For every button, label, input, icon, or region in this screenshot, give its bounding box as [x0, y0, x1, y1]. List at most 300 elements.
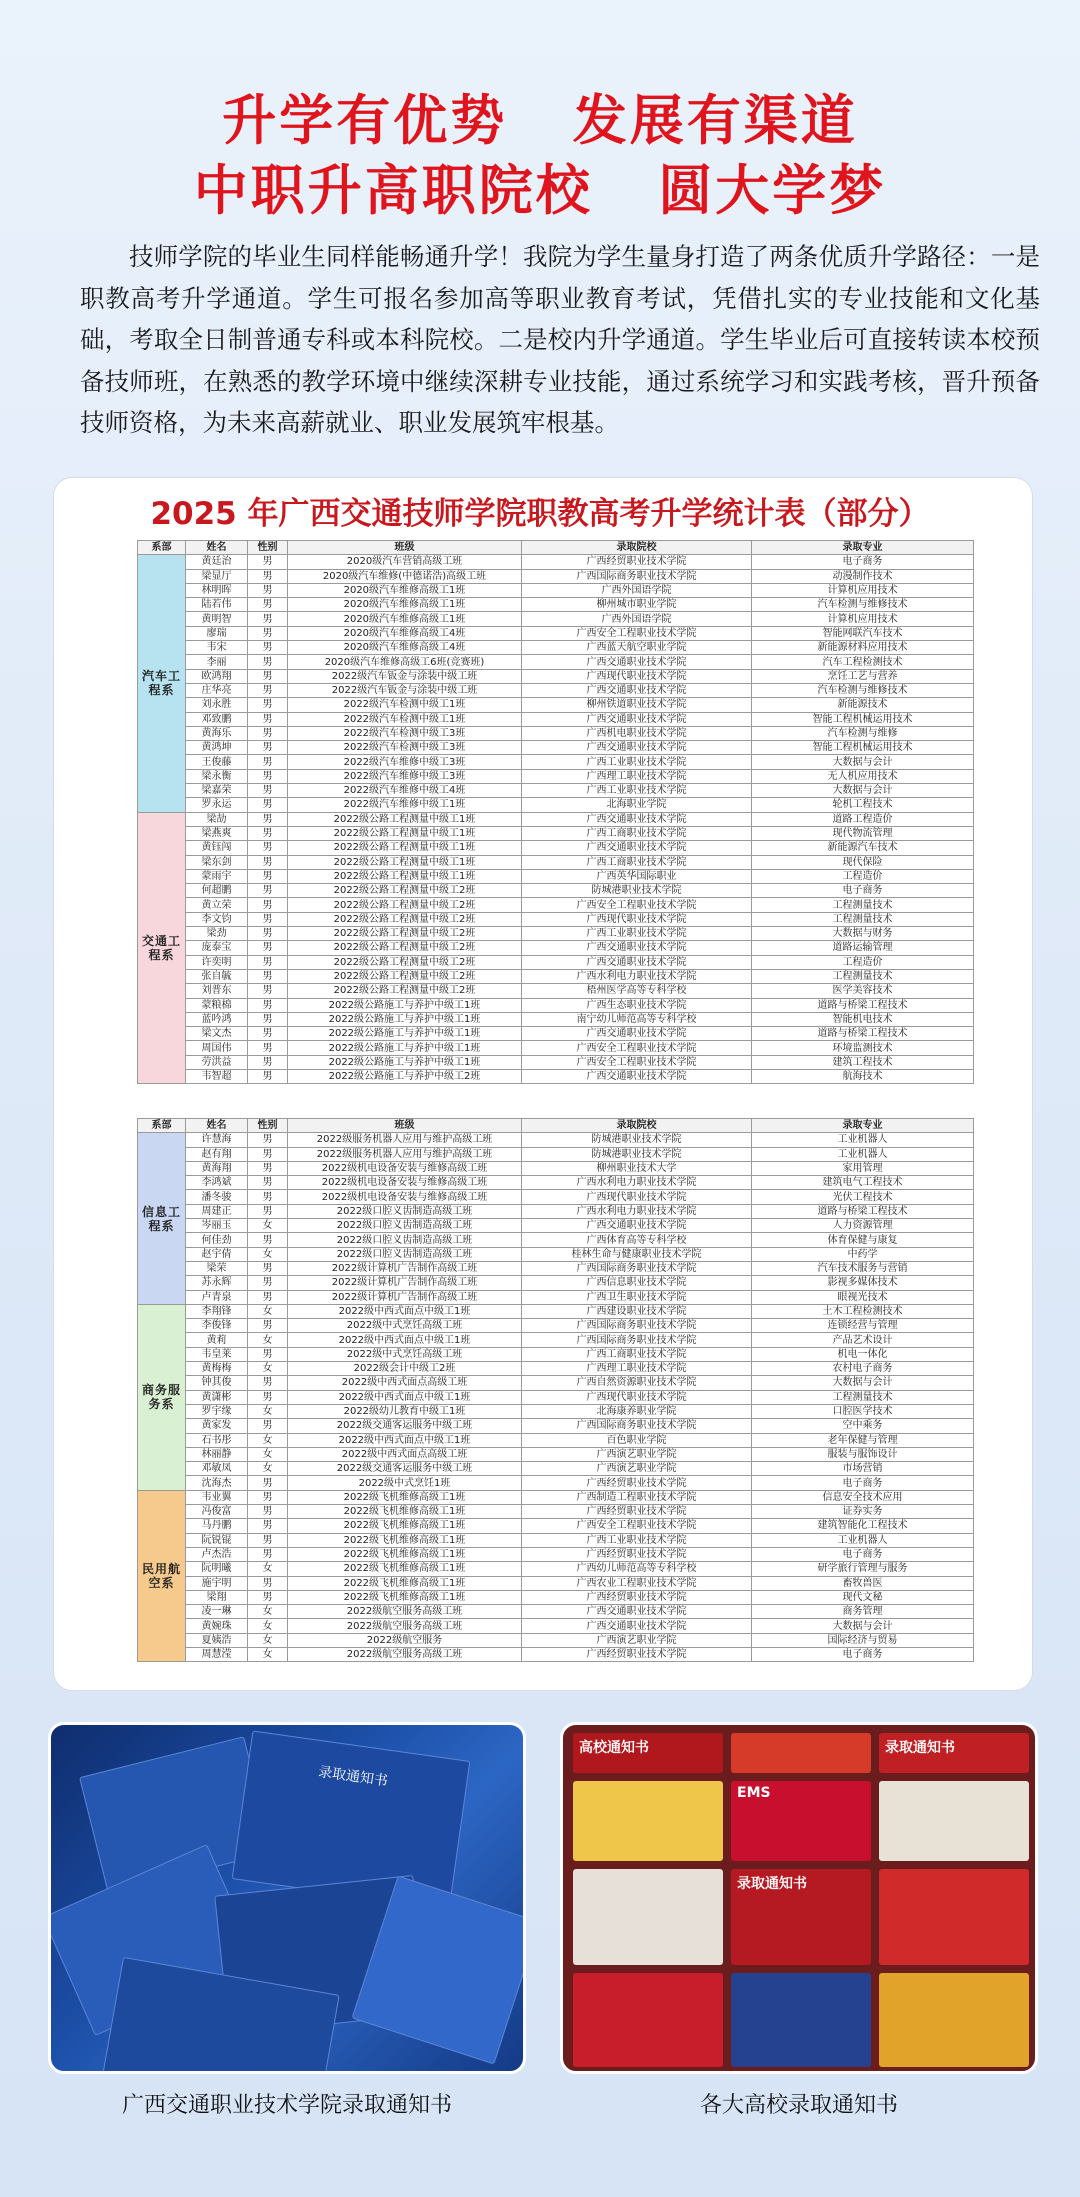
table-row: [138, 683, 974, 697]
table-row: [138, 1304, 974, 1318]
table-cell: 建筑电气工程技术: [752, 1176, 974, 1190]
table-cell: 男: [248, 669, 288, 683]
table-cell: 南宁幼儿师范高等专科学校: [522, 1012, 752, 1026]
table-cell: 黄鸿坤: [186, 741, 248, 755]
table-cell: 广西幼儿师范高等专科学校: [522, 1562, 752, 1576]
table-cell: 广西国际商务职业技术学院: [522, 569, 752, 583]
table-cell: 工程测量技术: [752, 898, 974, 912]
table-row: [138, 1619, 974, 1633]
table-cell: 2022级汽车维修中级工4班: [288, 784, 522, 798]
table-cell: 老年保健与管理: [752, 1433, 974, 1447]
table-cell: 男: [248, 726, 288, 740]
headline-line-1: 升学有优势 发展有渠道: [222, 89, 858, 152]
table-cell: 男: [248, 1161, 288, 1175]
table-cell: 苏永辉: [186, 1276, 248, 1290]
table-cell: 男: [248, 712, 288, 726]
table-cell: 2022级航空服务高级工班: [288, 1619, 522, 1633]
table-cell: 黄婉珠: [186, 1619, 248, 1633]
table-cell: 2022级公路工程测量中级工2班: [288, 927, 522, 941]
table-cell: 男: [248, 812, 288, 826]
table-row: [138, 1012, 974, 1026]
table-row: [138, 569, 974, 583]
table-cell: 男: [248, 1547, 288, 1561]
table-cell: 男: [248, 798, 288, 812]
table-cell: 2022级飞机维修高级工1班: [288, 1490, 522, 1504]
table-row: [138, 598, 974, 612]
table-cell: 2022级公路工程测量中级工1班: [288, 826, 522, 840]
photo-jiaotong-notices: [48, 1722, 526, 2074]
table-row: [138, 1069, 974, 1083]
notice-card: [879, 1973, 1029, 2067]
table-row: [138, 1041, 974, 1055]
table-cell: 无人机应用技术: [752, 769, 974, 783]
table-cell: 2022级公路工程测量中级工1班: [288, 841, 522, 855]
table-cell: 广西工业职业技术学院: [522, 927, 752, 941]
table-row: [138, 655, 974, 669]
table-row: [138, 1419, 974, 1433]
notice-label: 高校通知书: [579, 1740, 649, 1756]
table-cell: 女: [248, 1219, 288, 1233]
table-cell: 男: [248, 1276, 288, 1290]
table-cell: 2022级中西式面点中级工1班: [288, 1333, 522, 1347]
table-cell: 防城港职业技术学院: [522, 1147, 752, 1161]
table-cell: 广西经贸职业技术学院: [522, 1505, 752, 1519]
table-row: [138, 769, 974, 783]
table-cell: 阮锐锟: [186, 1533, 248, 1547]
table-row: [138, 1027, 974, 1041]
table-cell: 沈海杰: [186, 1476, 248, 1490]
table-row: [138, 812, 974, 826]
table-cell: 广西安全工程职业技术学院: [522, 1519, 752, 1533]
table-cell: 女: [248, 1633, 288, 1647]
table-row: [138, 898, 974, 912]
table-cell: 商务管理: [752, 1605, 974, 1619]
header-cell: 录取院校: [522, 541, 752, 555]
table-row: [138, 641, 974, 655]
table-cell: 男: [248, 826, 288, 840]
table-cell: 建筑智能化工程技术: [752, 1519, 974, 1533]
table-cell: 2022级中西式面点高级工班: [288, 1447, 522, 1461]
table-cell: 男: [248, 1176, 288, 1190]
table-body-2: [138, 1133, 974, 1662]
table-cell: 广西国际商务职业技术学院: [522, 1419, 752, 1433]
admission-table-part-2: [137, 1118, 974, 1662]
table-header-row: [138, 541, 974, 555]
table-cell: 广西农业工程职业技术学院: [522, 1576, 752, 1590]
table-cell: 2022级机电设备安装与维修高级工班: [288, 1190, 522, 1204]
table-cell: 家用管理: [752, 1161, 974, 1175]
table-cell: 男: [248, 1147, 288, 1161]
table-row: [138, 1605, 974, 1619]
table-cell: 蒙粮棉: [186, 998, 248, 1012]
table-cell: 2022级公路工程测量中级工2班: [288, 912, 522, 926]
table-cell: 黄明智: [186, 612, 248, 626]
table-row: [138, 1547, 974, 1561]
table-row: [138, 1476, 974, 1490]
table-cell: 男: [248, 612, 288, 626]
table-cell: 梁永衡: [186, 769, 248, 783]
table-cell: 男: [248, 1069, 288, 1083]
table-cell: 男: [248, 912, 288, 926]
table-cell: 周国伟: [186, 1041, 248, 1055]
table-cell: 张自毓: [186, 969, 248, 983]
table-cell: 李鸿斌: [186, 1176, 248, 1190]
table-cell: 凌一琳: [186, 1605, 248, 1619]
table-cell: 男: [248, 741, 288, 755]
table-cell: 广西演艺职业学院: [522, 1462, 752, 1476]
table-cell: 梁荣: [186, 1261, 248, 1275]
table-cell: 许慧海: [186, 1133, 248, 1147]
table-cell: 工程测量技术: [752, 1390, 974, 1404]
table-row: [138, 1462, 974, 1476]
table-cell: 广西安全工程职业技术学院: [522, 1055, 752, 1069]
table-cell: 赵宇倩: [186, 1247, 248, 1261]
header-cell: 录取专业: [752, 541, 974, 555]
table-cell: 广西交通职业技术学院: [522, 841, 752, 855]
table-cell: 梁翔: [186, 1590, 248, 1604]
table-cell: 广西经贸职业技术学院: [522, 1547, 752, 1561]
table-cell: 广西英华国际职业: [522, 869, 752, 883]
table-cell: 2022级机电设备安装与维修高级工班: [288, 1161, 522, 1175]
table-row: [138, 1376, 974, 1390]
notice-card: [879, 1869, 1029, 1965]
table-row: [138, 912, 974, 926]
table-row: [138, 798, 974, 812]
notice-card: [573, 1973, 723, 2067]
table-cell: 男: [248, 698, 288, 712]
table-cell: 计算机应用技术: [752, 612, 974, 626]
table-cell: 何佳劲: [186, 1233, 248, 1247]
table-cell: 广西水利电力职业技术学院: [522, 1204, 752, 1218]
photo-university-notices: [560, 1722, 1038, 2074]
table-cell: 桂林生命与健康职业技术学院: [522, 1247, 752, 1261]
headline-line-2: 中职升高职院校 圆大学梦: [193, 159, 887, 222]
table-cell: 劳洪益: [186, 1055, 248, 1069]
table-cell: 岑丽玉: [186, 1219, 248, 1233]
table-cell: 石书彤: [186, 1433, 248, 1447]
table-cell: 电子商务: [752, 884, 974, 898]
table-cell: 广西建设职业技术学院: [522, 1304, 752, 1318]
table-row: [138, 1433, 974, 1447]
notice-card: [573, 1781, 723, 1861]
table-cell: 广西演艺职业学院: [522, 1447, 752, 1461]
table-row: [138, 698, 974, 712]
table-cell: 广西水利电力职业技术学院: [522, 1176, 752, 1190]
table-cell: 女: [248, 1362, 288, 1376]
table-cell: 阮明曦: [186, 1562, 248, 1576]
table-cell: 大数据与财务: [752, 927, 974, 941]
table-cell: 智能网联汽车技术: [752, 626, 974, 640]
table-cell: 男: [248, 1419, 288, 1433]
table-cell: 男: [248, 683, 288, 697]
table-cell: 工程造价: [752, 869, 974, 883]
table-cell: 现代保险: [752, 855, 974, 869]
table-cell: 市场营销: [752, 1462, 974, 1476]
table-cell: 新能源汽车技术: [752, 841, 974, 855]
table-cell: 黄莉: [186, 1333, 248, 1347]
table-row: [138, 1576, 974, 1590]
table-cell: 女: [248, 1433, 288, 1447]
header-cell: 班级: [288, 1119, 522, 1133]
table-row: [138, 726, 974, 740]
table-cell: 2022级中西式面点中级工1班: [288, 1433, 522, 1447]
table-cell: 环境监测技术: [752, 1041, 974, 1055]
table-row: [138, 1190, 974, 1204]
table-row: [138, 1505, 974, 1519]
table-cell: 黄廷治: [186, 555, 248, 569]
table-cell: 广西水利电力职业技术学院: [522, 969, 752, 983]
dept-cell-commerce: 商务服务系: [138, 1304, 186, 1490]
table-cell: 广西蓝天航空职业学院: [522, 641, 752, 655]
table-cell: 新能源技术: [752, 698, 974, 712]
table-cell: 广西理工职业技术学院: [522, 1362, 752, 1376]
table-row: [138, 1276, 974, 1290]
table-cell: 梁劼: [186, 812, 248, 826]
table-cell: 男: [248, 555, 288, 569]
notice-label: 录取通知书: [885, 1740, 955, 1756]
table-cell: 卢青泉: [186, 1290, 248, 1304]
notice-card: [573, 1869, 723, 1965]
table-cell: 女: [248, 1647, 288, 1661]
table-cell: 汽车检测与维修: [752, 726, 974, 740]
table-cell: 男: [248, 1519, 288, 1533]
table-cell: 体育保健与康复: [752, 1233, 974, 1247]
table-cell: 男: [248, 641, 288, 655]
table-cell: 广西交通职业技术学院: [522, 655, 752, 669]
table-cell: 广西工业职业技术学院: [522, 1533, 752, 1547]
table-cell: 2022级汽车钣金与涂装中级工班: [288, 669, 522, 683]
table-cell: 大数据与会计: [752, 755, 974, 769]
table-cell: 中药学: [752, 1247, 974, 1261]
table-cell: 黄梅梅: [186, 1362, 248, 1376]
table-cell: 眼视光技术: [752, 1290, 974, 1304]
table-cell: 潘冬骏: [186, 1190, 248, 1204]
table-cell: 烹饪工艺与营养: [752, 669, 974, 683]
table-cell: 电子商务: [752, 1647, 974, 1661]
dept-cell-info: 信息工程系: [138, 1133, 186, 1305]
table-cell: 广西交通职业技术学院: [522, 1605, 752, 1619]
table-cell: 2022级飞机维修高级工1班: [288, 1505, 522, 1519]
dept-cell-aviation: 民用航空系: [138, 1490, 186, 1662]
table-cell: 智能工程机械运用技术: [752, 712, 974, 726]
header-cell: 姓名: [186, 541, 248, 555]
table-row: [138, 1533, 974, 1547]
table-cell: 男: [248, 998, 288, 1012]
table-cell: 工业机器人: [752, 1147, 974, 1161]
table-row: [138, 955, 974, 969]
table-cell: 李文钧: [186, 912, 248, 926]
table-cell: 邓致鹏: [186, 712, 248, 726]
table-cell: 林明晖: [186, 583, 248, 597]
table-row: [138, 741, 974, 755]
table-cell: 男: [248, 898, 288, 912]
table-cell: 人力资源管理: [752, 1219, 974, 1233]
table-cell: 男: [248, 1533, 288, 1547]
table-cell: 刘永胜: [186, 698, 248, 712]
table-cell: 产品艺术设计: [752, 1333, 974, 1347]
table-cell: 北海康养职业学院: [522, 1404, 752, 1418]
table-cell: 女: [248, 1462, 288, 1476]
table-cell: 2022级中西式面点中级工1班: [288, 1304, 522, 1318]
table-row: [138, 1133, 974, 1147]
table-title: 2025 年广西交通技师学院职教高考升学统计表（部分）: [150, 496, 930, 532]
table-cell: 李俊锋: [186, 1319, 248, 1333]
table-cell: 电子商务: [752, 1476, 974, 1490]
table-cell: 广西安全工程职业技术学院: [522, 626, 752, 640]
table-cell: 罗宇缘: [186, 1404, 248, 1418]
table-cell: 梁劲: [186, 927, 248, 941]
table-cell: 女: [248, 1447, 288, 1461]
table-cell: 2022级公路工程测量中级工1班: [288, 812, 522, 826]
table-cell: 2022级汽车维修中级工3班: [288, 755, 522, 769]
table-cell: 广西经贸职业技术学院: [522, 1647, 752, 1661]
table-cell: 2022级中西式面点中级工1班: [288, 1390, 522, 1404]
table-cell: 女: [248, 1404, 288, 1418]
table-cell: 广西工商职业技术学院: [522, 1347, 752, 1361]
table-cell: 女: [248, 1562, 288, 1576]
table-cell: 2022级汽车维修中级工1班: [288, 798, 522, 812]
table-cell: 广西信息职业技术学院: [522, 1276, 752, 1290]
table-cell: 男: [248, 841, 288, 855]
table-row: [138, 1261, 974, 1275]
table-cell: 2022级中式烹饪1班: [288, 1476, 522, 1490]
table-cell: 男: [248, 1390, 288, 1404]
table-cell: 广西生态职业技术学院: [522, 998, 752, 1012]
notice-label: 录取通知书: [317, 1764, 389, 1790]
table-cell: 广西工商职业技术学院: [522, 855, 752, 869]
table-row: [138, 626, 974, 640]
table-cell: 广西国际商务职业技术学院: [522, 1261, 752, 1275]
table-cell: 邓敏凤: [186, 1462, 248, 1476]
table-cell: 研学旅行管理与服务: [752, 1562, 974, 1576]
table-cell: 施宇明: [186, 1576, 248, 1590]
table-cell: 女: [248, 1605, 288, 1619]
table-cell: 庞泰宝: [186, 941, 248, 955]
table-cell: 2022级飞机维修高级工1班: [288, 1590, 522, 1604]
caption-jiaotong: 广西交通职业技术学院录取通知书: [121, 2093, 452, 2118]
table-cell: 电子商务: [752, 1547, 974, 1561]
table-cell: 信息安全技术应用: [752, 1490, 974, 1504]
table-cell: 男: [248, 655, 288, 669]
table-cell: 电子商务: [752, 555, 974, 569]
table-cell: 许奕明: [186, 955, 248, 969]
table-cell: 汽车检测与维修技术: [752, 683, 974, 697]
table-cell: 刘普东: [186, 984, 248, 998]
table-cell: 机电一体化: [752, 1347, 974, 1361]
table-cell: 女: [248, 1247, 288, 1261]
intro-paragraph: 技师学院的毕业生同样能畅通升学！我院为学生量身打造了两条优质升学路径：一是职教高考升学通道。学生可报名参加高等职业教育考试，凭借扎实的专业技能和文化基础，考取全日制普通专科或本科院校。二是校内升学通道。学生毕业后可直接转读本校预备技师班，在熟悉的教学环境中继续深耕专业技能，通过系统学习和实践考核，晋升预备技师资格，为未来高薪就业、职业发展筑牢根基。: [80, 242, 1040, 437]
table-cell: 2022级公路工程测量中级工1班: [288, 855, 522, 869]
table-cell: 广西国际商务职业技术学院: [522, 1333, 752, 1347]
table-cell: 广西安全工程职业技术学院: [522, 1041, 752, 1055]
table-cell: 马丹鹏: [186, 1519, 248, 1533]
table-cell: 2020级汽车营销高级工班: [288, 555, 522, 569]
table-cell: 男: [248, 1290, 288, 1304]
table-row: [138, 555, 974, 569]
table-cell: 柳州职业技术大学: [522, 1161, 752, 1175]
table-cell: 2022级公路施工与养护中级工1班: [288, 1027, 522, 1041]
table-row: [138, 712, 974, 726]
table-cell: 广西工业职业技术学院: [522, 784, 752, 798]
table-cell: 2020级汽车维修高级工1班: [288, 583, 522, 597]
table-cell: 证券实务: [752, 1505, 974, 1519]
table-row: [138, 1319, 974, 1333]
table-cell: 男: [248, 1476, 288, 1490]
table-cell: 2020级汽车维修高级工6班(竞赛班): [288, 655, 522, 669]
table-cell: 男: [248, 1347, 288, 1361]
table-row: [138, 1404, 974, 1418]
table-cell: 广西交通职业技术学院: [522, 941, 752, 955]
dept-cell-traffic: 交通工程系: [138, 812, 186, 1084]
table-cell: 男: [248, 1041, 288, 1055]
table-cell: 2022级公路施工与养护中级工1班: [288, 1055, 522, 1069]
table-cell: 冯俊富: [186, 1505, 248, 1519]
table-cell: 广西现代职业技术学院: [522, 912, 752, 926]
table-row: [138, 941, 974, 955]
table-row: [138, 826, 974, 840]
table-cell: 蓝吟鸿: [186, 1012, 248, 1026]
table-cell: 2022级飞机维修高级工1班: [288, 1533, 522, 1547]
notice-card: [731, 1869, 871, 1965]
table-cell: 赵有翔: [186, 1147, 248, 1161]
table-cell: 广西交通职业技术学院: [522, 955, 752, 969]
table-cell: 广西交通职业技术学院: [522, 741, 752, 755]
table-cell: 2022级公路施工与养护中级工1班: [288, 1012, 522, 1026]
table-cell: 广西经贸职业技术学院: [522, 1476, 752, 1490]
table-cell: 男: [248, 955, 288, 969]
table-cell: 广西卫生职业技术学院: [522, 1290, 752, 1304]
notice-label: EMS: [737, 1785, 771, 1801]
caption-universities: 各大高校录取通知书: [699, 2093, 898, 2118]
table-cell: 林丽静: [186, 1447, 248, 1461]
table-row: [138, 1647, 974, 1661]
table-cell: 柳州城市职业学院: [522, 598, 752, 612]
table-cell: 2022级公路工程测量中级工2班: [288, 984, 522, 998]
table-cell: 男: [248, 626, 288, 640]
table-cell: 2022级航空服务高级工班: [288, 1605, 522, 1619]
table-row: [138, 1204, 974, 1218]
table-cell: 2022级交通客运服务中级工班: [288, 1462, 522, 1476]
table-cell: 2022级中式烹饪高级工班: [288, 1347, 522, 1361]
table-row: [138, 969, 974, 983]
table-cell: 男: [248, 1204, 288, 1218]
table-cell: 男: [248, 1133, 288, 1147]
table-row: [138, 1176, 974, 1190]
table-cell: 广西交通职业技术学院: [522, 1619, 752, 1633]
table-cell: 男: [248, 583, 288, 597]
table-cell: 男: [248, 1376, 288, 1390]
table-cell: 李翔锋: [186, 1304, 248, 1318]
table-cell: 广西现代职业技术学院: [522, 1190, 752, 1204]
table-cell: 男: [248, 984, 288, 998]
table-cell: 新能源材料应用技术: [752, 641, 974, 655]
table-cell: 梧州医学高等专科学校: [522, 984, 752, 998]
header-cell: 姓名: [186, 1119, 248, 1133]
table-cell: 空中乘务: [752, 1419, 974, 1433]
table-body-1: [138, 555, 974, 1084]
table-row: [138, 1447, 974, 1461]
header-cell: 录取专业: [752, 1119, 974, 1133]
table-cell: 钟其俊: [186, 1376, 248, 1390]
table-cell: 2022级中式烹饪高级工班: [288, 1319, 522, 1333]
table-row: [138, 927, 974, 941]
table-cell: 男: [248, 1505, 288, 1519]
table-cell: 广西交通职业技术学院: [522, 712, 752, 726]
table-cell: 防城港职业技术学院: [522, 1133, 752, 1147]
table-cell: 动漫制作技术: [752, 569, 974, 583]
notice-card: [573, 1733, 723, 1773]
table-cell: 连锁经营与管理: [752, 1319, 974, 1333]
